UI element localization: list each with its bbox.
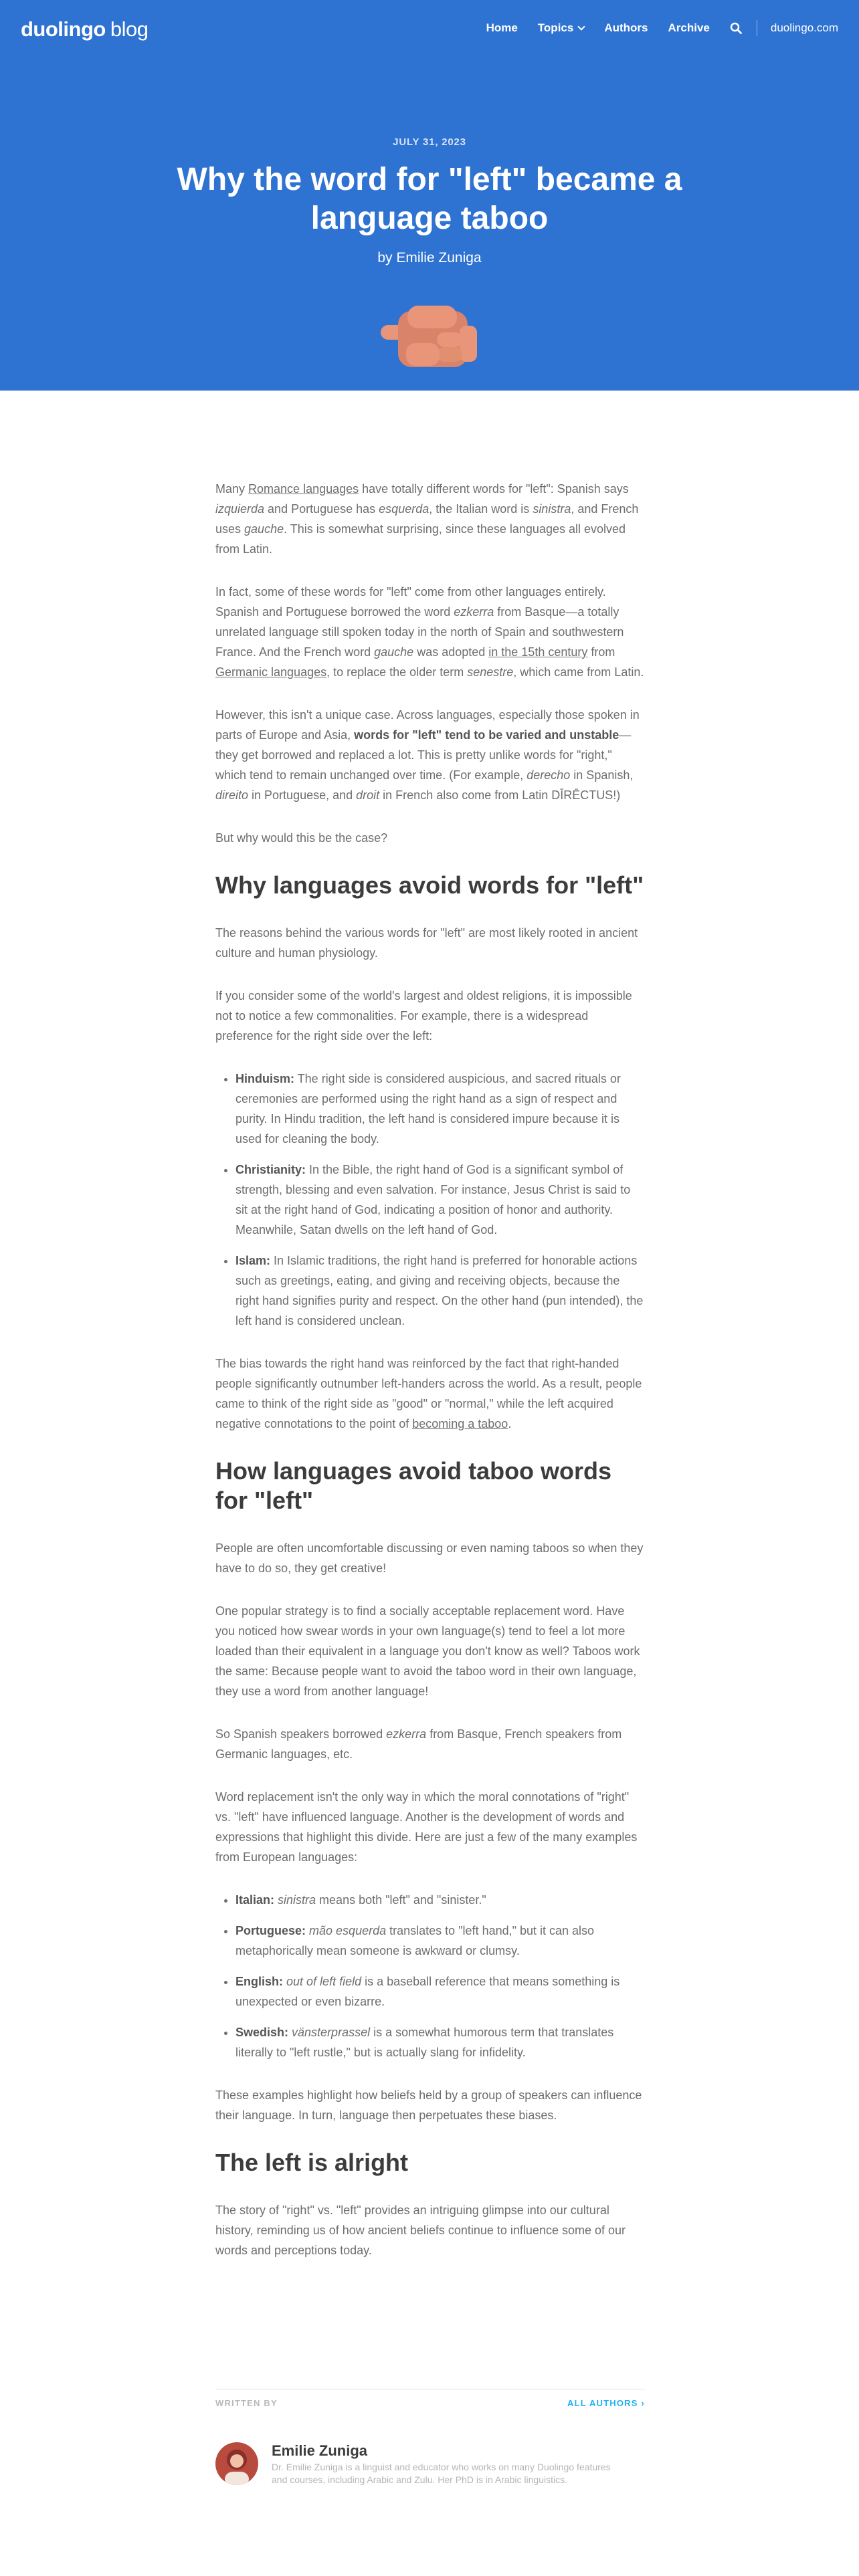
list-item-label: Islam: (235, 1254, 271, 1267)
term: vänsterprassel (292, 2026, 371, 2039)
paragraph-8: People are often uncomfortable discussing or even naming taboos so when they have to do so, they get creative! (215, 1541, 644, 1575)
term: gauche (244, 522, 284, 536)
text: Many (215, 482, 249, 496)
page-title: Why the word for "left" became a language taboo (177, 162, 682, 236)
logo-wordmark[interactable]: duolingo (21, 17, 106, 41)
nav-archive-link[interactable]: Archive (668, 21, 710, 34)
written-by-label: WRITTEN BY (215, 2398, 278, 2408)
chevron-down-icon[interactable] (578, 23, 585, 30)
list-item-label: English: (235, 1975, 283, 1988)
author-avatar-image[interactable] (215, 2442, 258, 2485)
list-item (235, 1069, 645, 1149)
author-bio: Dr. Emilie Zuniga is a linguist and educator who works on many Duolingo features and courses, including Arabic and Zulu. Her PhD is in Arabic linguistics. (272, 2462, 611, 2485)
paragraph-13: The story of "right" vs. "left" provides an intriguing glimpse into our cultural history, reminding us of how ancient beliefs continue to influence some of our words and perceptions today. (215, 2204, 626, 2257)
post-byline[interactable]: by Emilie Zuniga (377, 250, 482, 265)
text: However, this isn't a unique case. Across languages, especially those spoken in parts of Europe and Asia, (215, 708, 640, 742)
term: derecho (527, 768, 571, 782)
term: droit (356, 788, 380, 802)
paragraph-7 (215, 1354, 645, 1434)
term: ezkerra (386, 1727, 427, 1741)
emphasis: words for "left" tend to be varied and unstable (354, 728, 619, 742)
paragraph-9: One popular strategy is to find a socially acceptable replacement word. Have you noticed how swear words in your own language(s) tend to feel a lot more loaded than their equivalent in a language you don't know as well? Taboos work the same: Because people want to avoid the taboo word in their own language, they use a word from another language! (215, 1604, 640, 1698)
nav-authors-link[interactable]: Authors (604, 21, 648, 34)
list-item (235, 1971, 645, 2012)
text: In fact, some of these words for "left" come from other languages entirely. Spanish and Portuguese borrowed the word (215, 585, 606, 619)
list-item (235, 1890, 645, 1910)
paragraph-10 (215, 1724, 645, 1764)
section-heading-how: How languages avoid taboo words for "left" (215, 1457, 612, 1514)
paragraph-3 (215, 705, 645, 805)
text: , which came from Latin. (513, 665, 644, 679)
list-item-label: Portuguese: (235, 1924, 306, 1937)
list-item-text: means both "left" and "sinister." (316, 1893, 486, 1907)
search-icon-glyph[interactable] (730, 22, 742, 34)
list-item (235, 1251, 645, 1331)
text: was adopted (413, 645, 489, 659)
text: in Portuguese, and (248, 788, 357, 802)
paragraph-11: Word replacement isn't the only way in which the moral connotations of "right" vs. "left" have influenced language. Another is the development of words and expressions that highlight this divide. Here are just a few of the many examples from European languages: (215, 1790, 638, 1864)
list-item-label: Hinduism: (235, 1072, 294, 1085)
list-item (235, 1921, 645, 1961)
avatar[interactable] (215, 2442, 258, 2485)
top-nav (0, 0, 859, 60)
list-item-text: In Islamic traditions, the right hand is preferred for honorable actions such as greetings, eating, and giving and receiving objects, because the right hand signifies purity and respect. On the other hand (pun intended), the left hand is considered unclean. (235, 1254, 644, 1327)
term: mão esquerda (309, 1924, 387, 1937)
term: sinistra (278, 1893, 316, 1907)
text: in French also come from Latin DĪRĒCTUS!) (379, 788, 621, 802)
duolingo-blog-logo[interactable] (21, 17, 148, 41)
text: and Portuguese has (264, 502, 379, 516)
section-heading-why: Why languages avoid words for "left" (215, 871, 644, 899)
term: senestre (467, 665, 514, 679)
text: , and French uses (215, 502, 639, 536)
term: ezkerra (454, 605, 494, 619)
all-authors-link[interactable] (567, 2398, 645, 2408)
text: , the Italian word is (429, 502, 533, 516)
list-item-text: In the Bible, the right hand of God is a significant symbol of strength, blessing and even salvation. For instance, Jesus Christ is said to sit at the right hand of God, indicating a position of honor and authority. Meanwhile, Satan dwells on the left hand of God. (235, 1163, 631, 1237)
list-item-text: translates to "left hand," but it can also metaphorically mean someone is awkward or clumsy. (235, 1924, 595, 1957)
paragraph-12: These examples highlight how beliefs held by a group of speakers can influence their language. In turn, language then perpetuates these biases. (215, 2088, 642, 2122)
paragraph-4: But why would this be the case? (215, 831, 388, 845)
list-item-label: Christianity: (235, 1163, 306, 1176)
duolingo-site-link[interactable]: duolingo.com (770, 21, 838, 34)
list-item-text: The right side is considered auspicious, and sacred rituals or ceremonies are performed using the right hand as a sign of respect and purity. In Hindu tradition, the left hand is considered impure because it is used for cleaning the body. (235, 1072, 621, 1146)
paragraph-2 (215, 582, 645, 682)
list-item-text: is a somewhat humorous term that translates literally to "left rustle," but is actually slang for infidelity. (235, 2026, 614, 2059)
15th-century-link[interactable]: in the 15th century (488, 645, 588, 659)
search-icon[interactable] (730, 22, 742, 34)
list-item-label: Italian: (235, 1893, 275, 1907)
text: from Basque, French speakers from Germanic languages, etc. (215, 1727, 622, 1761)
list-item-label: Swedish: (235, 2026, 289, 2039)
text: from (587, 645, 615, 659)
nav-topics-dropdown[interactable] (538, 21, 585, 35)
term: sinistra (533, 502, 571, 516)
text: . (508, 1417, 512, 1430)
term: out of left field (286, 1975, 362, 1988)
author-name[interactable]: Emilie Zuniga (272, 2442, 368, 2459)
pointing-left-hand-icon (379, 303, 480, 370)
text: have totally different words for "left": Spanish says (359, 482, 629, 496)
section-heading-alright: The left is alright (215, 2149, 409, 2176)
list-item-text: is a baseball reference that means something is unexpected or even bizarre. (235, 1975, 620, 2008)
term: izquierda (215, 502, 265, 516)
religions-list (235, 1069, 645, 1331)
text: , to replace the older term (326, 665, 468, 679)
examples-list (235, 1890, 645, 2062)
text: . This is somewhat surprising, since these languages all evolved from Latin. (215, 522, 626, 556)
text: The bias towards the right hand was reinforced by the fact that right-handed people significantly outnumber left-handers across the world. As a result, people came to think of the right side as "good" or "normal," while the left acquired negative connotations to the point of (215, 1357, 642, 1430)
article-body (215, 479, 645, 2283)
nav-home-link[interactable]: Home (486, 21, 518, 34)
nav-topics-label[interactable]: Topics (537, 21, 574, 34)
text: in Spanish, (570, 768, 634, 782)
post-date: JULY 31, 2023 (393, 136, 466, 148)
text: So Spanish speakers borrowed (215, 1727, 387, 1741)
paragraph-6: If you consider some of the world's largest and oldest religions, it is impossible not to notice a few commonalities. For example, there is a widespread preference for the right side over the left: (215, 989, 632, 1043)
all-authors-label[interactable]: ALL AUTHORS (567, 2398, 638, 2408)
text: from Basque—a totally unrelated language still spoken today in the north of Spain and southwestern France. And the French word (215, 605, 624, 659)
list-item (235, 2022, 645, 2062)
germanic-languages-link[interactable]: Germanic languages (215, 665, 327, 679)
term: direito (215, 788, 249, 802)
text: —they get borrowed and replaced a lot. This is pretty unlike words for "right," which tend to remain unchanged over time. (For example, (215, 728, 632, 782)
paragraph-1 (215, 479, 645, 559)
term: esquerda (379, 502, 430, 516)
romance-languages-link[interactable]: Romance languages (248, 482, 359, 496)
logo-suffix[interactable]: blog (110, 17, 149, 41)
becoming-a-taboo-link[interactable]: becoming a taboo (412, 1417, 508, 1430)
nav-links (466, 20, 838, 36)
paragraph-5: The reasons behind the various words for "left" are most likely rooted in ancient culture and human physiology. (215, 926, 638, 960)
chevron-right-icon[interactable]: › (641, 2398, 645, 2408)
hero-banner (0, 0, 859, 391)
list-item (235, 1160, 645, 1240)
term: gauche (374, 645, 414, 659)
